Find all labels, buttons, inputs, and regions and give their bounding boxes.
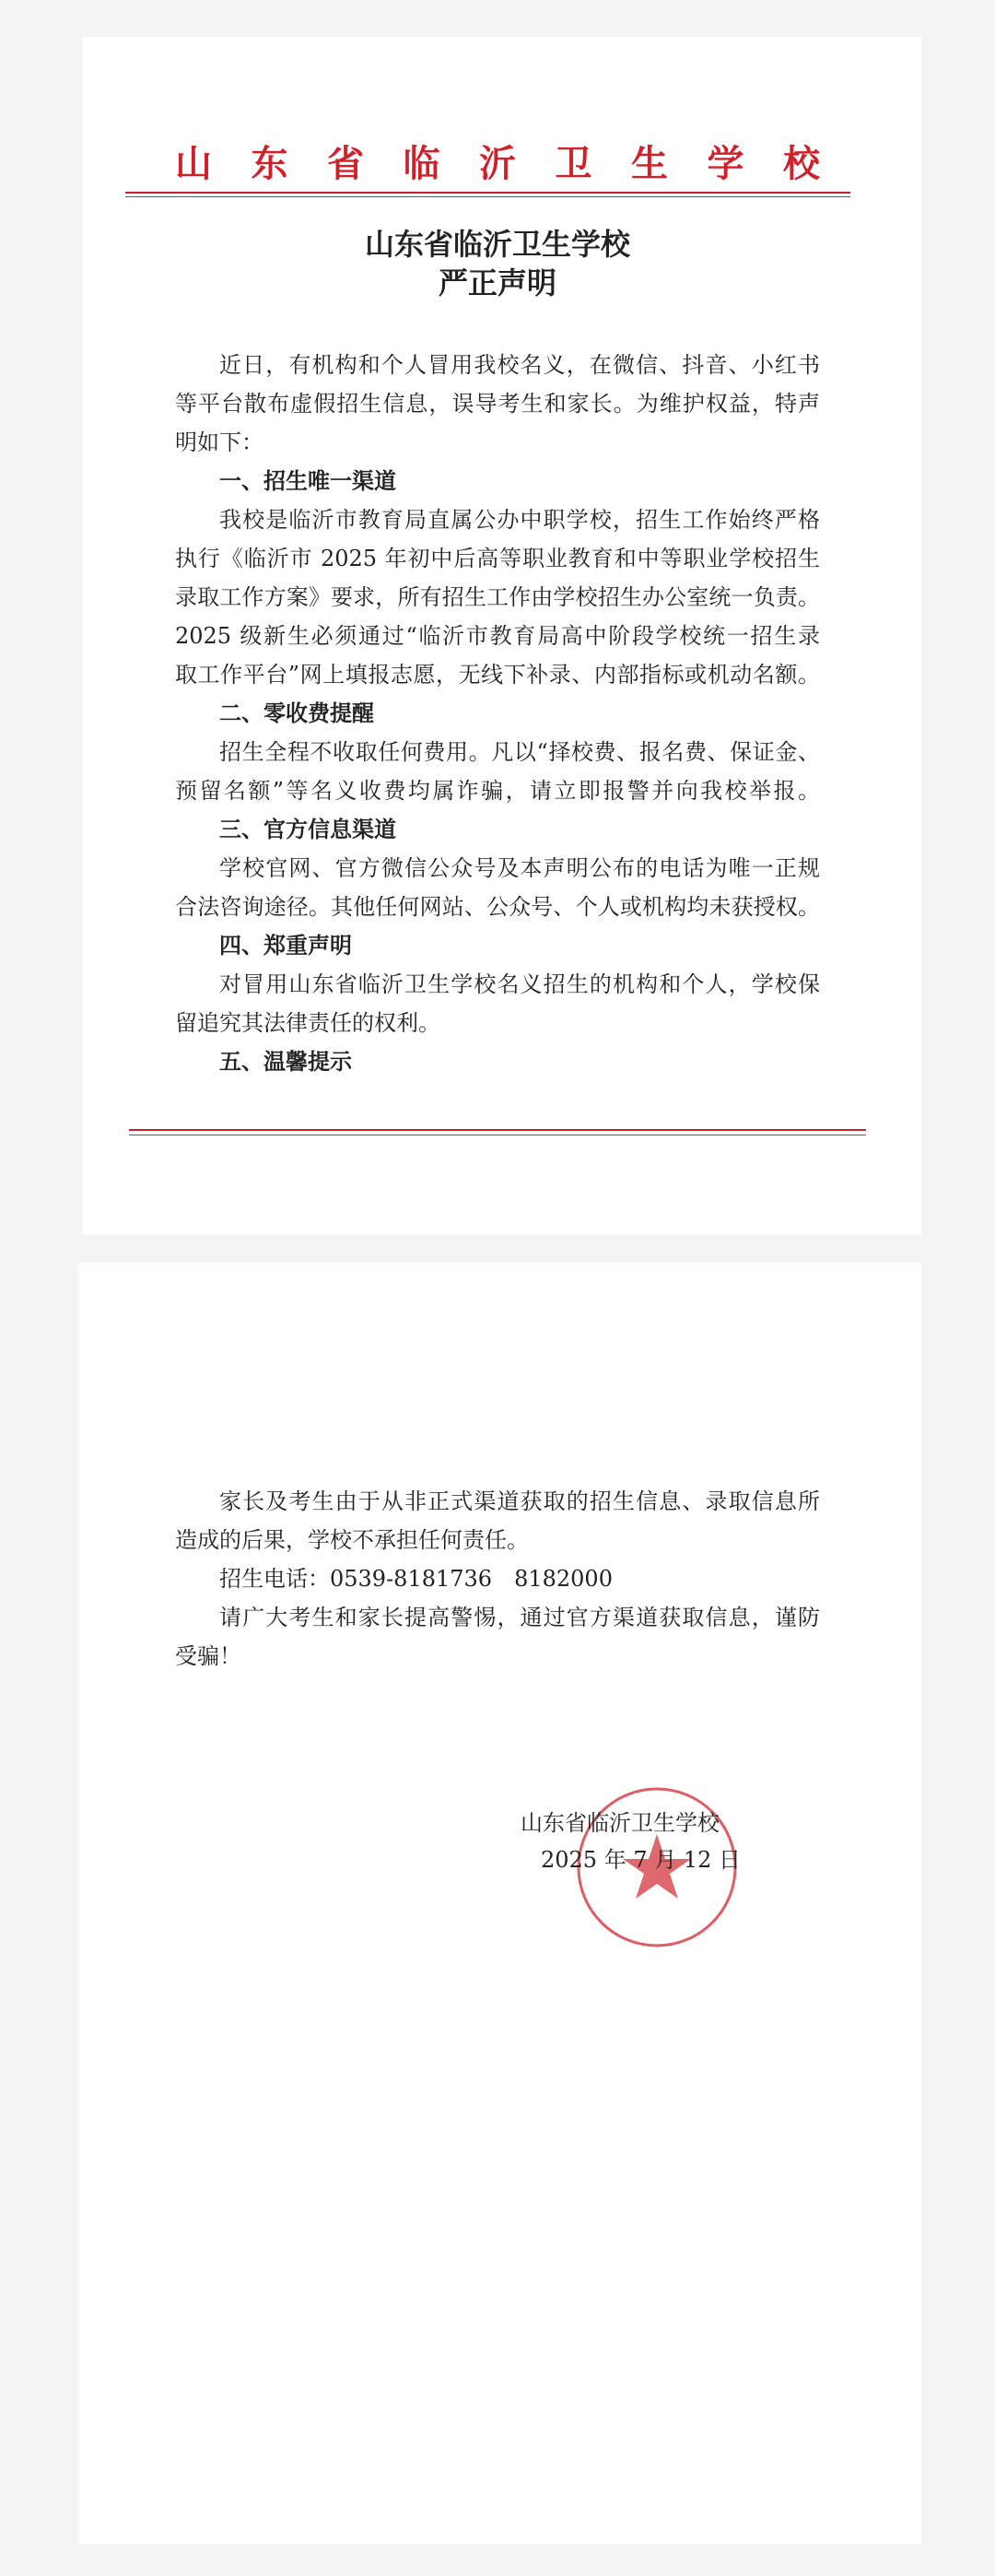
letterhead-char: 学 (707, 143, 744, 185)
letterhead-char: 沂 (479, 143, 516, 185)
letterhead-divider (125, 192, 850, 194)
body-line: 取工作平台”网上填报志愿，无线下补录、内部指标或机动名额。 (175, 662, 820, 688)
body-line: 合法咨询途径。其他任何网站、公众号、个人或机构均未获授权。 (175, 894, 820, 920)
letterhead-divider-thin (125, 196, 850, 197)
letterhead-char: 生 (631, 143, 668, 185)
document-title: 山东省临沂卫生学校 (364, 227, 630, 262)
body-line: 录取工作方案》要求，所有招生工作由学校招生办公室统一负责。 (175, 584, 820, 610)
body-line: 近日，有机构和个人冒用我校名义，在微信、抖音、小红书 (219, 352, 820, 378)
phone-line: 招生电话：0539-8181736 8182000 (219, 1566, 613, 1592)
section-heading: 一、招生唯一渠道 (219, 468, 396, 494)
letterhead-char: 省 (327, 143, 364, 185)
footer-divider (129, 1129, 866, 1131)
section-heading: 二、零收费提醒 (219, 700, 374, 726)
body-line: 2025 级新生必须通过“临沂市教育局高中阶段学校统一招生录 (175, 623, 820, 649)
letterhead-char: 东 (251, 143, 288, 185)
document-page-2 (78, 1263, 921, 2544)
footer-divider-group (129, 1129, 866, 1135)
section-heading: 四、郑重声明 (219, 933, 352, 959)
statement-continuation (175, 1482, 820, 1878)
body-line: 造成的后果，学校不承担任何责任。 (175, 1527, 529, 1553)
section-heading: 五、温馨提示 (219, 1049, 352, 1075)
letterhead-title (175, 138, 820, 190)
body-line: 我校是临沂市教育局直属公办中职学校，招生工作始终严格 (219, 507, 820, 533)
statement-body (175, 346, 820, 1135)
body-line: 预留名额”等名义收费均属诈骗，请立即报警并向我校举报。 (175, 778, 820, 804)
body-line: 请广大考生和家长提高警惕，通过官方渠道获取信息，谨防 (219, 1605, 820, 1630)
letterhead-char: 山 (175, 143, 212, 185)
body-line: 受骗！ (175, 1643, 241, 1669)
body-line: 学校官网、官方微信公众号及本声明公布的电话为唯一正规 (219, 855, 820, 881)
body-line: 等平台散布虚假招生信息，误导考生和家长。为维护权益，特声 (175, 391, 820, 417)
signature-date: 2025 年 7 月 12 日 (541, 1847, 742, 1873)
signature-block (521, 1805, 797, 1878)
body-line: 明如下： (175, 429, 263, 455)
letterhead-char: 卫 (555, 143, 592, 185)
body-line: 对冒用山东省临沂卫生学校名义招生的机构和个人，学校保 (219, 971, 820, 997)
body-line: 执行《临沂市 2025 年初中后高等职业教育和中等职业学校招生 (175, 546, 820, 571)
body-line: 留追究其法律责任的权利。 (175, 1010, 440, 1036)
document-subtitle: 严正声明 (438, 265, 556, 300)
signature-organization: 山东省临沂卫生学校 (521, 1810, 720, 1836)
body-line: 招生全程不收取任何费用。凡以“择校费、报名费、保证金、 (219, 739, 820, 765)
letterhead-char: 临 (403, 143, 440, 185)
body-line: 家长及考生由于从非正式渠道获取的招生信息、录取信息所 (219, 1488, 820, 1514)
letterhead-char: 校 (783, 143, 820, 185)
section-heading: 三、官方信息渠道 (219, 817, 396, 842)
